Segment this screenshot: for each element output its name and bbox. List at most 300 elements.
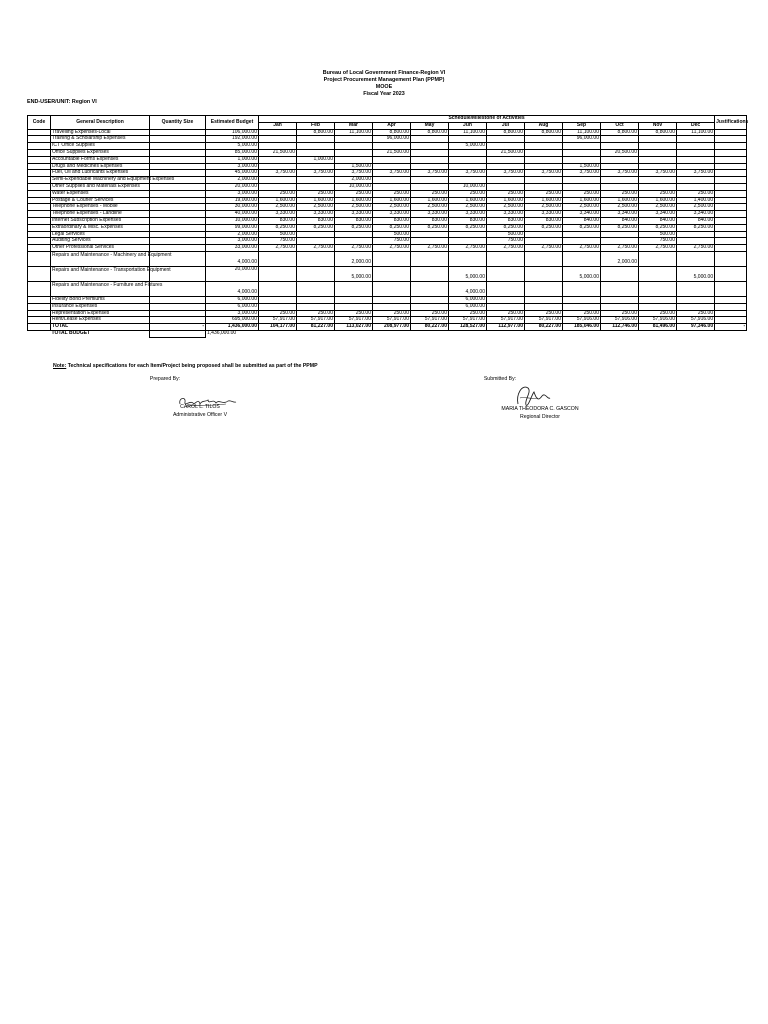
description-cell: Water Expenses bbox=[51, 190, 150, 197]
table-row bbox=[28, 211, 747, 218]
submitted-by-name: MARIA THEODORA C. GASCON bbox=[501, 406, 579, 412]
col-general-description: General Description bbox=[51, 116, 150, 130]
month-cell bbox=[525, 303, 563, 310]
month-cell: 750.00 bbox=[373, 238, 411, 245]
code-cell bbox=[28, 310, 51, 317]
month-cell: 8,250.00 bbox=[335, 224, 373, 231]
month-cell bbox=[259, 251, 297, 266]
quantity-cell bbox=[150, 245, 206, 252]
month-cell: 8,250.00 bbox=[677, 224, 715, 231]
month-cell: 3,330.00 bbox=[373, 211, 411, 218]
total-month-cell: 113,027.00 bbox=[335, 324, 373, 331]
month-cell bbox=[297, 143, 335, 150]
month-cell: 500.00 bbox=[259, 231, 297, 238]
month-cell bbox=[411, 143, 449, 150]
code-cell bbox=[28, 224, 51, 231]
month-cell: 2,500.00 bbox=[525, 204, 563, 211]
description-cell: Insurance Expenses bbox=[51, 303, 150, 310]
table-row bbox=[28, 149, 747, 156]
month-cell: 5,000.00 bbox=[449, 266, 487, 281]
month-cell: 2,000.00 bbox=[335, 251, 373, 266]
quantity-cell bbox=[150, 143, 206, 150]
month-cell bbox=[487, 296, 525, 303]
month-cell: 250.00 bbox=[373, 190, 411, 197]
col-month-mar: Mar bbox=[335, 122, 373, 129]
col-month-feb: Feb bbox=[297, 122, 335, 129]
month-cell: 250.00 bbox=[525, 190, 563, 197]
month-cell: 8,800.00 bbox=[601, 129, 639, 136]
month-cell bbox=[639, 251, 677, 266]
month-cell: 250.00 bbox=[677, 310, 715, 317]
month-cell bbox=[525, 149, 563, 156]
code-cell bbox=[28, 136, 51, 143]
code-cell bbox=[28, 238, 51, 245]
table-row bbox=[28, 224, 747, 231]
month-cell: 250.00 bbox=[335, 310, 373, 317]
table-row bbox=[28, 238, 747, 245]
month-cell: 250.00 bbox=[259, 190, 297, 197]
month-cell: 6,000.00 bbox=[449, 296, 487, 303]
month-cell: 250.00 bbox=[297, 190, 335, 197]
month-cell bbox=[601, 296, 639, 303]
month-cell: 750.00 bbox=[487, 238, 525, 245]
table-row bbox=[28, 163, 747, 170]
justification-cell bbox=[715, 163, 747, 170]
month-cell bbox=[601, 266, 639, 281]
month-cell: 3,750.00 bbox=[449, 170, 487, 177]
table-row bbox=[28, 156, 747, 163]
budget-cell: 3,000.00 bbox=[206, 310, 259, 317]
note-text: Technical specifications for each Item/Project being proposed shall be submitted as part of the PPMP bbox=[66, 363, 318, 369]
budget-cell: 6,000.00 bbox=[206, 296, 259, 303]
month-cell: 2,750.00 bbox=[411, 245, 449, 252]
total-budget-value: 1,436,000.00 bbox=[207, 329, 237, 336]
month-cell: 840.00 bbox=[677, 217, 715, 224]
code-cell bbox=[28, 303, 51, 310]
month-cell: 57,917.00 bbox=[373, 317, 411, 324]
month-cell bbox=[335, 143, 373, 150]
month-cell bbox=[677, 149, 715, 156]
month-cell: 3,750.00 bbox=[487, 170, 525, 177]
code-cell bbox=[28, 296, 51, 303]
description-cell: Rent/Lease Expenses bbox=[51, 317, 150, 324]
justification-cell bbox=[715, 217, 747, 224]
description-cell: Semi-Expendable Machinery and Equipment Expenses bbox=[52, 176, 175, 183]
col-month-may: May bbox=[411, 122, 449, 129]
total-month-cell: 97,346.00 bbox=[677, 324, 715, 331]
month-cell bbox=[259, 177, 297, 184]
month-cell bbox=[487, 303, 525, 310]
table-row bbox=[28, 296, 747, 303]
justification-cell bbox=[715, 245, 747, 252]
quantity-cell bbox=[150, 238, 206, 245]
month-cell: 57,916.00 bbox=[601, 317, 639, 324]
month-cell bbox=[525, 156, 563, 163]
month-cell: 250.00 bbox=[297, 310, 335, 317]
budget-cell: 2,000.00 bbox=[206, 177, 259, 184]
total-month-cell: 81,496.00 bbox=[639, 324, 677, 331]
justification-cell bbox=[715, 170, 747, 177]
month-cell: 57,916.00 bbox=[563, 317, 601, 324]
justification-cell bbox=[715, 238, 747, 245]
month-cell: 830.00 bbox=[335, 217, 373, 224]
month-cell: 250.00 bbox=[449, 310, 487, 317]
month-cell: 8,250.00 bbox=[601, 224, 639, 231]
month-cell bbox=[525, 177, 563, 184]
justification-cell bbox=[715, 281, 747, 296]
budget-cell: 4,000.00 bbox=[206, 281, 259, 296]
month-cell bbox=[563, 149, 601, 156]
month-cell: 3,750.00 bbox=[525, 170, 563, 177]
month-cell bbox=[639, 143, 677, 150]
col-schedule: Schedule/Milestone of Activities bbox=[259, 116, 715, 123]
month-cell bbox=[449, 149, 487, 156]
code-cell bbox=[28, 204, 51, 211]
month-cell: 3,750.00 bbox=[411, 170, 449, 177]
code-cell bbox=[28, 330, 51, 337]
table-row bbox=[28, 266, 747, 281]
month-cell: 10,000.00 bbox=[335, 183, 373, 190]
code-cell bbox=[28, 245, 51, 252]
month-cell: 8,250.00 bbox=[259, 224, 297, 231]
month-cell bbox=[487, 156, 525, 163]
justification-cell bbox=[715, 224, 747, 231]
month-cell bbox=[449, 156, 487, 163]
note bbox=[53, 363, 318, 369]
month-cell: 250.00 bbox=[601, 190, 639, 197]
col-month-sep: Sep bbox=[563, 122, 601, 129]
month-cell bbox=[259, 156, 297, 163]
justification-cell bbox=[715, 296, 747, 303]
month-cell: 8,800.00 bbox=[297, 129, 335, 136]
budget-cell: 4,000.00 bbox=[206, 251, 259, 266]
table-row bbox=[28, 204, 747, 211]
month-cell bbox=[487, 177, 525, 184]
month-cell: 1,600.00 bbox=[335, 197, 373, 204]
col-month-jan: Jan bbox=[259, 122, 297, 129]
month-cell: 1,500.00 bbox=[335, 163, 373, 170]
month-cell: 2,750.00 bbox=[259, 245, 297, 252]
month-cell bbox=[335, 296, 373, 303]
quantity-cell bbox=[150, 303, 206, 310]
budget-cell: 3,000.00 bbox=[206, 238, 259, 245]
month-cell bbox=[259, 136, 297, 143]
month-cell bbox=[639, 303, 677, 310]
table-row bbox=[28, 136, 747, 143]
budget-cell: 3,000.00 bbox=[206, 163, 259, 170]
justification-cell bbox=[715, 211, 747, 218]
budget-cell: 99,000.00 bbox=[206, 224, 259, 231]
justification-cell bbox=[715, 310, 747, 317]
code-cell bbox=[28, 197, 51, 204]
description-cell: Drugs and Medicines Expenses bbox=[51, 163, 150, 170]
quantity-cell bbox=[150, 197, 206, 204]
month-cell bbox=[297, 231, 335, 238]
month-cell: 250.00 bbox=[639, 310, 677, 317]
month-cell: 8,800.00 bbox=[411, 129, 449, 136]
budget-cell: 10,000.00 bbox=[206, 217, 259, 224]
month-cell bbox=[525, 231, 563, 238]
month-cell bbox=[639, 149, 677, 156]
month-cell bbox=[297, 266, 335, 281]
month-cell: 1,400.00 bbox=[677, 197, 715, 204]
month-cell bbox=[297, 296, 335, 303]
month-cell: 8,250.00 bbox=[449, 224, 487, 231]
col-month-jun: Jun bbox=[449, 122, 487, 129]
budget-cell: 85,000.00 bbox=[206, 149, 259, 156]
total-month-cell: 128,527.00 bbox=[449, 324, 487, 331]
budget-cell: 19,000.00 bbox=[206, 197, 259, 204]
code-cell bbox=[28, 129, 51, 136]
month-cell: 11,100.00 bbox=[677, 129, 715, 136]
month-cell bbox=[639, 177, 677, 184]
month-cell bbox=[601, 156, 639, 163]
month-cell: 1,600.00 bbox=[487, 197, 525, 204]
month-cell bbox=[373, 156, 411, 163]
month-cell: 1,600.00 bbox=[601, 197, 639, 204]
month-cell bbox=[373, 266, 411, 281]
submitted-by-label: Submitted By: bbox=[483, 376, 517, 382]
month-cell bbox=[677, 136, 715, 143]
month-cell: 8,250.00 bbox=[373, 224, 411, 231]
month-cell bbox=[335, 136, 373, 143]
month-cell bbox=[297, 177, 335, 184]
month-cell: 3,330.00 bbox=[525, 211, 563, 218]
month-cell bbox=[563, 251, 601, 266]
col-month-dec: Dec bbox=[677, 122, 715, 129]
month-cell bbox=[677, 251, 715, 266]
month-cell bbox=[639, 156, 677, 163]
month-cell bbox=[373, 296, 411, 303]
month-cell bbox=[335, 281, 373, 296]
month-cell: 3,340.00 bbox=[563, 211, 601, 218]
budget-cell: 695,000.00 bbox=[206, 317, 259, 324]
month-cell: 250.00 bbox=[487, 310, 525, 317]
month-cell: 1,600.00 bbox=[297, 197, 335, 204]
month-cell: 250.00 bbox=[449, 190, 487, 197]
month-cell bbox=[373, 251, 411, 266]
budget-cell: 5,000.00 bbox=[206, 143, 259, 150]
description-cell: Fidelity Bond Premiums bbox=[51, 296, 150, 303]
month-cell: 10,000.00 bbox=[449, 183, 487, 190]
month-cell bbox=[639, 281, 677, 296]
spacer-cell bbox=[259, 330, 747, 337]
month-cell: 57,917.00 bbox=[525, 317, 563, 324]
month-cell bbox=[335, 231, 373, 238]
total-month-cell: 112,977.00 bbox=[487, 324, 525, 331]
quantity-cell bbox=[150, 204, 206, 211]
month-cell: 21,500.00 bbox=[259, 149, 297, 156]
month-cell: 2,500.00 bbox=[449, 204, 487, 211]
quantity-cell bbox=[150, 217, 206, 224]
description-cell: Other Supplies and Materials Expenses bbox=[51, 183, 150, 190]
month-cell bbox=[601, 177, 639, 184]
code-cell bbox=[28, 266, 51, 281]
month-cell bbox=[563, 177, 601, 184]
month-cell: 5,000.00 bbox=[335, 266, 373, 281]
month-cell: 250.00 bbox=[411, 190, 449, 197]
month-cell: 8,800.00 bbox=[639, 129, 677, 136]
month-cell: 750.00 bbox=[259, 238, 297, 245]
month-cell bbox=[259, 129, 297, 136]
month-cell: 8,250.00 bbox=[411, 224, 449, 231]
month-cell: 6,000.00 bbox=[449, 303, 487, 310]
prepared-by-role: Administrative Officer V bbox=[172, 412, 228, 418]
month-cell: 830.00 bbox=[373, 217, 411, 224]
month-cell: 3,750.00 bbox=[259, 170, 297, 177]
month-cell bbox=[373, 177, 411, 184]
month-cell: 250.00 bbox=[525, 310, 563, 317]
table-row bbox=[28, 303, 747, 310]
col-month-jul: Jul bbox=[487, 122, 525, 129]
quantity-cell bbox=[150, 136, 206, 143]
month-cell: 57,917.00 bbox=[297, 317, 335, 324]
month-cell: 1,500.00 bbox=[563, 163, 601, 170]
code-cell bbox=[28, 163, 51, 170]
table-row bbox=[28, 183, 747, 190]
total-quantity: - bbox=[150, 324, 206, 331]
description-cell: Extraordinary & Misc. Expenses bbox=[51, 224, 150, 231]
month-cell bbox=[525, 296, 563, 303]
budget-cell: 3,000.00 bbox=[206, 190, 259, 197]
month-cell: 21,500.00 bbox=[373, 149, 411, 156]
month-cell: 2,750.00 bbox=[449, 245, 487, 252]
month-cell: 250.00 bbox=[639, 190, 677, 197]
month-cell: 2,750.00 bbox=[525, 245, 563, 252]
code-cell bbox=[28, 211, 51, 218]
month-cell: 2,500.00 bbox=[373, 204, 411, 211]
code-cell bbox=[28, 183, 51, 190]
month-cell bbox=[411, 177, 449, 184]
month-cell: 2,500.00 bbox=[677, 204, 715, 211]
total-month-cell: 81,227.00 bbox=[297, 324, 335, 331]
budget-cell: 33,000.00 bbox=[206, 245, 259, 252]
month-cell: 2,500.00 bbox=[487, 204, 525, 211]
month-cell: 250.00 bbox=[677, 190, 715, 197]
month-cell: 3,330.00 bbox=[411, 211, 449, 218]
total-month-cell: 80,227.00 bbox=[525, 324, 563, 331]
table-row bbox=[28, 281, 747, 296]
col-justifications: Justifications bbox=[715, 116, 747, 130]
month-cell: 250.00 bbox=[487, 190, 525, 197]
month-cell: 8,250.00 bbox=[297, 224, 335, 231]
quantity-cell bbox=[150, 231, 206, 238]
ppmp-table bbox=[27, 115, 747, 338]
month-cell: 250.00 bbox=[373, 310, 411, 317]
code-cell bbox=[28, 149, 51, 156]
description-cell: Telephone Expenses - Landline bbox=[51, 211, 150, 218]
header-line-2: Project Procurement Management Plan (PPMP) bbox=[323, 77, 445, 83]
description-cell: Travelling Expenses-Local bbox=[51, 129, 150, 136]
month-cell: 3,330.00 bbox=[335, 211, 373, 218]
total-label: TOTAL bbox=[51, 324, 150, 331]
table-row bbox=[28, 245, 747, 252]
col-month-nov: Nov bbox=[639, 122, 677, 129]
quantity-cell bbox=[150, 163, 206, 170]
col-code: Code bbox=[28, 116, 51, 130]
month-cell bbox=[525, 281, 563, 296]
month-cell bbox=[677, 231, 715, 238]
month-cell: 250.00 bbox=[259, 310, 297, 317]
month-cell bbox=[639, 266, 677, 281]
month-cell: 1,000.00 bbox=[297, 156, 335, 163]
month-cell: 8,250.00 bbox=[525, 224, 563, 231]
month-cell: 250.00 bbox=[335, 190, 373, 197]
month-cell: 96,000.00 bbox=[563, 136, 601, 143]
month-cell: 3,340.00 bbox=[677, 211, 715, 218]
prepared-by-name: CAROL L. TILOS bbox=[180, 404, 220, 410]
table-row bbox=[28, 190, 747, 197]
month-cell: 3,340.00 bbox=[601, 211, 639, 218]
month-cell: 3,750.00 bbox=[563, 170, 601, 177]
month-cell: 3,330.00 bbox=[259, 211, 297, 218]
header-line-3: MOOE bbox=[375, 84, 393, 90]
justification-cell bbox=[715, 204, 747, 211]
month-cell: 830.00 bbox=[411, 217, 449, 224]
col-quantity-size: Quantity Size bbox=[150, 116, 206, 130]
month-cell bbox=[677, 281, 715, 296]
month-cell bbox=[411, 251, 449, 266]
month-cell: 8,800.00 bbox=[525, 129, 563, 136]
justification-cell bbox=[715, 129, 747, 136]
month-cell: 1,600.00 bbox=[563, 197, 601, 204]
month-cell: 3,340.00 bbox=[639, 211, 677, 218]
code-cell bbox=[28, 231, 51, 238]
code-cell bbox=[28, 217, 51, 224]
col-month-aug: Aug bbox=[525, 122, 563, 129]
code-cell bbox=[28, 156, 51, 163]
month-cell bbox=[601, 231, 639, 238]
total-row bbox=[28, 324, 747, 331]
month-cell bbox=[677, 177, 715, 184]
table-row bbox=[28, 217, 747, 224]
month-cell: 2,750.00 bbox=[677, 245, 715, 252]
month-cell: 8,250.00 bbox=[563, 224, 601, 231]
total-budget-qty bbox=[150, 330, 206, 337]
header-line-4: Fiscal Year 2023 bbox=[363, 91, 405, 97]
month-cell bbox=[297, 281, 335, 296]
budget-cell: 106,000.00 bbox=[206, 129, 259, 136]
month-cell bbox=[563, 281, 601, 296]
month-cell: 96,000.00 bbox=[373, 136, 411, 143]
month-cell bbox=[411, 296, 449, 303]
month-cell bbox=[411, 149, 449, 156]
month-cell: 2,500.00 bbox=[563, 204, 601, 211]
month-cell: 250.00 bbox=[563, 190, 601, 197]
month-cell bbox=[297, 303, 335, 310]
code-cell bbox=[28, 251, 51, 266]
header-line-1: Bureau of Local Government Finance-Region VI bbox=[322, 70, 446, 76]
month-cell bbox=[259, 303, 297, 310]
description-cell: Telephone Expenses - Mobile bbox=[51, 204, 150, 211]
month-cell: 11,100.00 bbox=[563, 129, 601, 136]
month-cell: 57,916.00 bbox=[639, 317, 677, 324]
month-cell: 2,750.00 bbox=[335, 245, 373, 252]
month-cell bbox=[259, 266, 297, 281]
month-cell bbox=[411, 231, 449, 238]
budget-cell: 20,000.00 bbox=[206, 183, 259, 190]
month-cell: 11,100.00 bbox=[335, 129, 373, 136]
month-cell bbox=[335, 149, 373, 156]
justification-cell bbox=[715, 251, 747, 266]
total-budget-row bbox=[28, 330, 747, 337]
code-cell bbox=[28, 170, 51, 177]
total-month-cell: 185,046.00 bbox=[563, 324, 601, 331]
month-cell: 8,800.00 bbox=[487, 129, 525, 136]
code-cell bbox=[28, 190, 51, 197]
description-cell: Legal Services bbox=[51, 231, 150, 238]
month-cell: 5,000.00 bbox=[677, 266, 715, 281]
